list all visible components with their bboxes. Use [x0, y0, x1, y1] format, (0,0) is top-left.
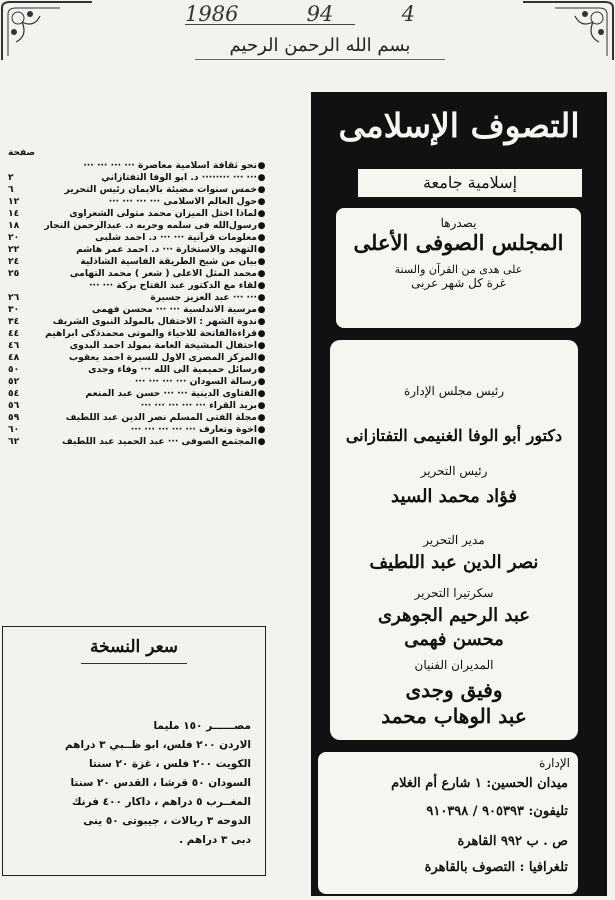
toc-title: ندوة الشهر : الاحتفال بالمولد النبوى الشريف	[52, 316, 257, 327]
price-line: السودان ٥٠ قرشا ، القدس ٢٠ سنتا	[70, 777, 251, 789]
toc-item	[8, 340, 266, 352]
bullet-icon: ●	[257, 173, 266, 183]
bullet-icon: ●	[257, 269, 266, 279]
bullet-icon: ●	[257, 353, 266, 363]
bullet-icon: ●	[257, 209, 266, 219]
toc-title: رسالة السودان ··· ··· ··· ···	[134, 376, 257, 387]
bullet-icon: ●	[257, 257, 266, 267]
bullet-icon: ●	[257, 389, 266, 399]
board-chair-name: دكتور أبو الوفا الغنيمى التفتازانى	[345, 426, 563, 445]
art-director-name: عبد الوهاب محمد	[381, 704, 527, 728]
toc-page: ١٤	[8, 208, 20, 219]
toc-title: رسائل حميمية الى الله ··· وفاء وجدى	[88, 364, 257, 375]
table-of-contents	[8, 148, 266, 448]
issued-by-label: يصدرها	[440, 216, 477, 230]
bullet-icon: ●	[257, 365, 266, 375]
admin-label: الإدارة	[539, 756, 570, 770]
publisher-name: المجلس الصوفى الأعلى	[353, 230, 564, 255]
toc-title: لماذا اختل الميزان محمد متولى الشعراوى	[69, 208, 257, 219]
toc-page: ٢٤	[8, 256, 20, 267]
toc-item	[8, 376, 266, 388]
bullet-icon: ●	[257, 221, 266, 231]
managing-editor-label: مدير التحرير	[423, 533, 485, 547]
price-line: دبى ٣ دراهم .	[179, 834, 251, 846]
toc-page: ٢٠	[8, 232, 20, 243]
toc-page: ٤٦	[8, 340, 20, 351]
toc-page: ٥٠	[8, 364, 20, 375]
bullet-icon: ●	[257, 161, 266, 171]
toc-title: بريد القراء ··· ··· ··· ··· ···	[140, 400, 257, 411]
toc-item	[8, 304, 266, 316]
bullet-icon: ●	[257, 341, 266, 351]
toc-item	[8, 436, 266, 448]
secretary-name: محسن فهمى	[404, 629, 504, 650]
magazine-title: التصوف الإسلامى	[338, 106, 580, 145]
basmala-text: بسم الله الرحمن الرحيم	[229, 35, 411, 56]
toc-item	[8, 160, 266, 172]
toc-page: ٣٠	[8, 304, 20, 315]
bullet-icon: ●	[257, 413, 266, 423]
telegraph-line: تلغرافيا : التصوف بالقاهرة	[424, 860, 568, 875]
basmala	[195, 35, 445, 56]
toc-item	[8, 352, 266, 364]
bullet-icon: ●	[257, 233, 266, 243]
toc-page: ٥٤	[8, 388, 20, 399]
toc-title: ··· ··· عبد العزيز جسيرة	[150, 292, 257, 303]
bullet-icon: ●	[257, 377, 266, 387]
secretaries-label: سكرتيرا التحرير	[414, 586, 494, 600]
toc-title: مجلة الفتى المسلم نصر الدين عبد اللطيف	[65, 412, 257, 423]
toc-title: مرسية الاندلسية ··· ··· محسن فهمى	[91, 304, 257, 315]
toc-item	[8, 184, 266, 196]
toc-page: ٢٦	[8, 292, 20, 303]
editor-in-chief-label: رئيس التحرير	[420, 464, 488, 478]
price-line: مصــــــر ١٥٠ مليما	[153, 720, 251, 732]
board-chair-label: رئيس مجلس الإدارة	[403, 384, 505, 398]
bullet-icon: ●	[257, 281, 266, 291]
price-line: المغــرب ٥ دراهم ، داكار ٤٠٠ فرنك	[71, 796, 251, 808]
price-line: الاردن ٢٠٠ فلس، ابو ظــبي ٣ دراهم	[64, 739, 251, 751]
toc-page: ٦٢	[8, 436, 20, 447]
administration-box	[318, 752, 578, 894]
bullet-icon: ●	[257, 197, 266, 207]
staff-box	[330, 340, 578, 740]
toc-item	[8, 400, 266, 412]
bullet-icon: ●	[257, 293, 266, 303]
toc-title: اخوة وتعارف ··· ··· ··· ··· ···	[130, 424, 257, 435]
toc-item	[8, 196, 266, 208]
price-box	[2, 626, 266, 876]
toc-item	[8, 256, 266, 268]
handwritten-annotation	[185, 2, 415, 26]
bullet-icon: ●	[257, 185, 266, 195]
toc-title: محمد المثل الاعلى ( شعر ) محمد التهامى	[69, 268, 257, 279]
toc-item	[8, 388, 266, 400]
toc-title: خمس سنوات مضيئة بالايمان رئيس التحرير	[64, 184, 257, 195]
toc-title: ··· ··· ········ د. ابو الوفا التفتازاني	[101, 172, 257, 183]
phone-line: تليفون: ٩٠٥٣٩٣ / ٩١٠٣٩٨	[426, 804, 568, 819]
art-directors-label: المديران الفنيان	[414, 658, 494, 672]
ornament-corner-right-icon	[520, 0, 615, 62]
toc-item	[8, 292, 266, 304]
toc-item	[8, 364, 266, 376]
toc-page: ٢	[8, 172, 14, 183]
toc-item	[8, 220, 266, 232]
toc-title: التهجد والاستخارة ··· د. احمد عمر هاشم	[76, 244, 257, 255]
guidance-text: على هدى من القرآن والسنة	[394, 263, 523, 276]
toc-title: نحو ثقافة اسلامية معاصرة ··· ··· ··· ···	[83, 160, 257, 171]
toc-page: ٥٢	[8, 376, 20, 387]
toc-page: ٢٢	[8, 244, 20, 255]
toc-page: ١٢	[8, 196, 20, 207]
toc-page: ٥٩	[8, 412, 20, 423]
toc-title: احتفال المشيخة العامة بمولد احمد البدوى	[69, 340, 257, 351]
tagline: إسلامية جامعة	[422, 173, 518, 192]
toc-item	[8, 232, 266, 244]
bullet-icon: ●	[257, 245, 266, 255]
toc-item	[8, 412, 266, 424]
toc-item	[8, 316, 266, 328]
toc-title: المجتمع الصوفى ··· عبد الحميد عبد اللطيف	[61, 436, 257, 447]
toc-page: ٤٤	[8, 328, 20, 339]
secretary-name: عبد الرحيم الجوهرى	[377, 605, 531, 626]
toc-title: قراءةالفاتحة للاحياء والموتى محمدذكى ابراهيم	[45, 328, 257, 339]
price-line: الكويت ٢٠٠ فلس ، غزة ٢٠ سنتا	[88, 758, 251, 770]
bullet-icon: ●	[257, 437, 266, 447]
toc-title: معلومات قرآنية ··· ··· د. احمد شلبى	[95, 232, 257, 243]
tagline-box	[357, 168, 583, 198]
toc-page: ٦	[8, 184, 14, 195]
frequency-text: غرة كل شهر عربى	[411, 276, 506, 290]
toc-item	[8, 280, 266, 292]
toc-item	[8, 172, 266, 184]
editor-in-chief-name: فؤاد محمد السيد	[391, 486, 517, 507]
bullet-icon: ●	[257, 305, 266, 315]
toc-page: ٥٦	[8, 400, 20, 411]
toc-title: لقاء مع الدكتور عبد الفتاح بركة ··· ···	[89, 280, 257, 291]
handwritten-month: 4	[401, 2, 415, 26]
toc-page: ٢٥	[8, 268, 20, 279]
toc-page: ٦٠	[8, 424, 20, 435]
address-line: ميدان الحسين: ١ شارع أم الغلام	[391, 776, 568, 791]
toc-title: المركز المصرى الاول للسيرة احمد يعقوب	[68, 352, 257, 363]
bullet-icon: ●	[257, 329, 266, 339]
toc-title: الفتاوى الدينية ··· ··· حسن عبد المنعم	[85, 388, 257, 399]
bullet-icon: ●	[257, 317, 266, 327]
toc-item	[8, 424, 266, 436]
po-box-line: ص . ب ٩٩٢ القاهرة	[457, 834, 568, 849]
price-line: الدوحه ٣ ريالات ، جيبوتى ٥٠ ينى	[83, 815, 251, 827]
toc-page: ٣٤	[8, 316, 20, 327]
bullet-icon: ●	[257, 425, 266, 435]
ornament-corner-left-icon	[0, 0, 95, 62]
toc-title: حول العالم الاسلامى ··· ··· ··· ···	[108, 196, 257, 207]
toc-item	[8, 244, 266, 256]
toc-page: ١٨	[8, 220, 20, 231]
toc-page: ٤٨	[8, 352, 20, 363]
art-director-name: وفيق وجدى	[405, 678, 503, 702]
page-column-label: صفحة	[8, 148, 36, 158]
toc-item	[8, 328, 266, 340]
handwritten-issue: 94	[306, 2, 334, 26]
handwritten-year: 1986	[185, 2, 239, 26]
price-box-title: سعر النسخة	[89, 637, 179, 657]
toc-item	[8, 268, 266, 280]
publisher-box	[336, 208, 581, 328]
toc-title: رسول‌الله فى سلمه وحربه د. عبدالرحمن النجار	[44, 220, 257, 231]
toc-title: بيان من شيخ الطريقة الفاسية الشاذلية	[80, 256, 257, 267]
managing-editor-name: نصر الدين عبد اللطيف	[369, 552, 539, 573]
bullet-icon: ●	[257, 401, 266, 411]
toc-item	[8, 208, 266, 220]
